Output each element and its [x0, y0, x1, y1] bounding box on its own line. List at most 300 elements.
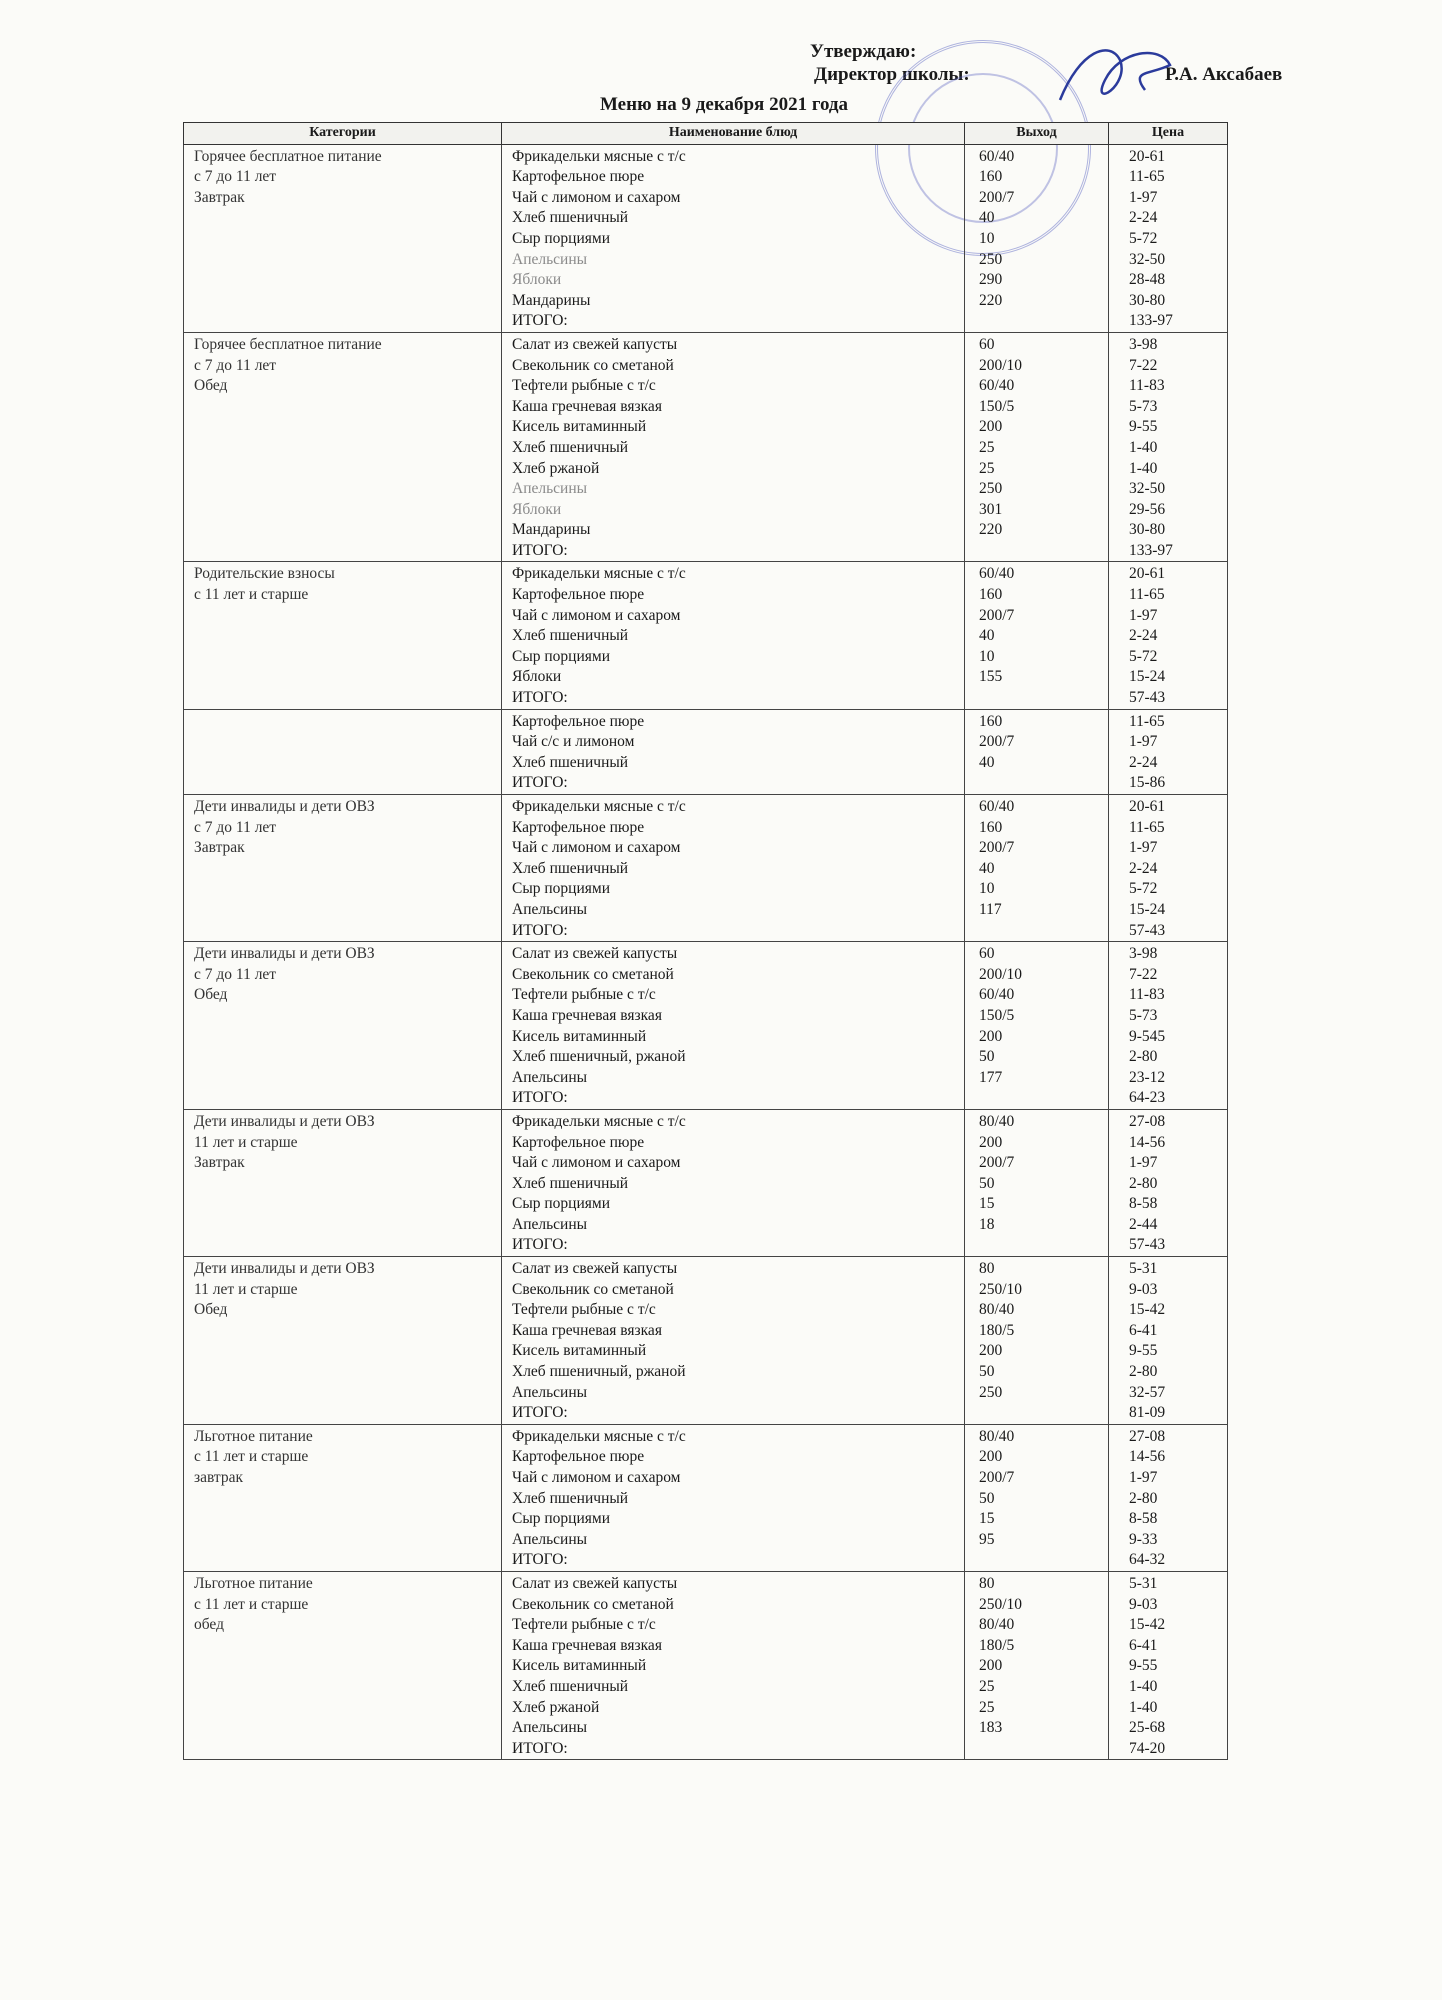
dish-price: 15-24	[1129, 668, 1166, 686]
category-line: с 11 лет и старше	[194, 1595, 309, 1613]
category-cell	[184, 562, 502, 709]
dish-name: Тефтели рыбные с т/с	[512, 377, 656, 395]
dish-name: ИТОГО:	[512, 1739, 568, 1757]
dish-name: Апельсины	[512, 480, 588, 498]
category-line: с 11 лет и старше	[194, 586, 309, 604]
menu-group-row	[184, 562, 1228, 709]
price-cell	[1109, 795, 1228, 942]
dish-name: Яблоки	[512, 668, 562, 686]
category-cell	[184, 795, 502, 942]
category-line: Горячее бесплатное питание	[194, 335, 382, 353]
dish-name: ИТОГО:	[512, 1089, 568, 1107]
category-cell	[184, 144, 502, 332]
dish-name: Мандарины	[512, 521, 591, 539]
dish-name: Тефтели рыбные с т/с	[512, 1301, 656, 1319]
dish-price: 81-09	[1129, 1404, 1166, 1422]
category-line: Обед	[194, 377, 228, 395]
dish-name: Свекольник со сметаной	[512, 965, 674, 983]
dish-price: 11-65	[1129, 168, 1165, 186]
dish-name: Салат из свежей капусты	[512, 1260, 678, 1278]
dish-yield: 40	[979, 753, 995, 771]
dish-name: Каша гречневая вязкая	[512, 1006, 662, 1024]
dish-name: Хлеб пшеничный	[512, 1174, 629, 1192]
dish-price: 29-56	[1129, 500, 1166, 518]
dish-yield: 200/10	[979, 965, 1023, 983]
yield-cell	[965, 332, 1109, 562]
dish-yield: 50	[979, 1174, 995, 1192]
dish-price: 7-22	[1129, 356, 1158, 374]
approval-line: Утверждаю:	[810, 41, 917, 62]
dish-yield: 80/40	[979, 1112, 1015, 1130]
dish-price: 9-33	[1129, 1530, 1158, 1548]
price-cell	[1109, 709, 1228, 794]
price-cell	[1109, 1257, 1228, 1425]
category-line: с 7 до 11 лет	[194, 356, 277, 374]
dish-name: Апельсины	[512, 1719, 588, 1737]
dish-name: Сыр порциями	[512, 1195, 610, 1213]
dish-price: 27-08	[1129, 1427, 1166, 1445]
dish-price: 11-65	[1129, 712, 1165, 730]
dish-price: 2-44	[1129, 1215, 1158, 1233]
menu-table	[183, 122, 1228, 1760]
dish-name: Кисель витаминный	[512, 1027, 647, 1045]
dish-name: ИТОГО:	[512, 921, 568, 939]
dish-name: Картофельное пюре	[512, 1448, 645, 1466]
dish-yield: 10	[979, 880, 995, 898]
dishes-cell	[502, 709, 965, 794]
category-line: Обед	[194, 1301, 228, 1319]
dish-name: Хлеб пшеничный	[512, 1677, 629, 1695]
dish-yield: 50	[979, 1048, 995, 1066]
dish-name: Апельсины	[512, 1068, 588, 1086]
dish-price: 3-98	[1129, 945, 1158, 963]
dish-price: 20-61	[1129, 147, 1166, 165]
category-line: завтрак	[194, 1469, 244, 1486]
dish-yield: 250/10	[979, 1595, 1023, 1613]
dish-price: 20-61	[1129, 565, 1166, 583]
yield-cell	[965, 1424, 1109, 1571]
yield-cell	[965, 1109, 1109, 1256]
dish-yield: 10	[979, 647, 995, 665]
dish-price: 7-22	[1129, 965, 1158, 983]
dish-yield: 200/7	[979, 839, 1015, 857]
dishes-cell	[502, 1571, 965, 1759]
category-line: Льготное питание	[194, 1427, 313, 1445]
category-line: Завтрак	[194, 839, 245, 857]
dish-yield: 150/5	[979, 397, 1015, 415]
category-line: с 7 до 11 лет	[194, 965, 277, 983]
dish-name: Чай с лимоном и сахаром	[512, 188, 681, 206]
dish-price: 5-72	[1129, 647, 1158, 665]
dish-price: 133-97	[1129, 312, 1173, 330]
dish-yield: 200	[979, 1448, 1003, 1466]
dish-price: 57-43	[1129, 689, 1166, 707]
dish-price: 8-58	[1129, 1510, 1158, 1528]
dish-name: Сыр порциями	[512, 229, 610, 247]
dish-price: 74-20	[1129, 1739, 1166, 1757]
header-price: Цена	[1109, 123, 1228, 145]
dish-yield: 160	[979, 168, 1003, 186]
dish-price: 32-50	[1129, 250, 1166, 268]
dish-name: ИТОГО:	[512, 689, 568, 707]
dishes-cell	[502, 942, 965, 1110]
price-cell	[1109, 1571, 1228, 1759]
dish-yield: 40	[979, 627, 995, 645]
category-cell	[184, 709, 502, 794]
dish-name: Апельсины	[512, 1383, 588, 1401]
price-cell	[1109, 144, 1228, 332]
dish-name: Кисель витаминный	[512, 418, 647, 436]
category-line: Дети инвалиды и дети ОВЗ	[194, 1260, 375, 1278]
dish-price: 6-41	[1129, 1321, 1158, 1339]
dish-price: 1-97	[1129, 839, 1158, 857]
dish-yield: 200/7	[979, 606, 1015, 624]
dish-yield: 80/40	[979, 1616, 1015, 1634]
dish-name: Яблоки	[512, 500, 562, 518]
price-cell	[1109, 562, 1228, 709]
dish-name: ИТОГО:	[512, 774, 568, 792]
dish-name: Свекольник со сметаной	[512, 1280, 674, 1298]
dish-name: Яблоки	[512, 271, 562, 289]
dish-price: 1-40	[1129, 438, 1158, 456]
dish-price: 2-80	[1129, 1174, 1158, 1192]
price-cell	[1109, 1424, 1228, 1571]
yield-cell	[965, 144, 1109, 332]
dish-yield: 50	[979, 1489, 995, 1507]
dish-price: 2-24	[1129, 753, 1158, 771]
category-line: Дети инвалиды и дети ОВЗ	[194, 1112, 375, 1130]
yield-cell	[965, 1571, 1109, 1759]
dish-yield: 301	[979, 500, 1003, 518]
menu-group-row	[184, 795, 1228, 942]
dish-name: Чай с лимоном и сахаром	[512, 1469, 681, 1486]
dish-name: ИТОГО:	[512, 1404, 568, 1422]
dish-name: Фрикадельки мясные с т/с	[512, 565, 686, 583]
dish-price: 64-23	[1129, 1089, 1166, 1107]
yield-cell	[965, 1257, 1109, 1425]
dish-price: 9-03	[1129, 1280, 1158, 1298]
dish-name: Салат из свежей капусты	[512, 335, 678, 353]
dish-yield: 200/7	[979, 1469, 1015, 1486]
category-line: 11 лет и старше	[194, 1133, 298, 1151]
yield-cell	[965, 562, 1109, 709]
dish-name: Картофельное пюре	[512, 168, 645, 186]
dish-price: 8-58	[1129, 1195, 1158, 1213]
dish-price: 32-50	[1129, 480, 1166, 498]
dish-name: Тефтели рыбные с т/с	[512, 986, 656, 1004]
dish-price: 5-73	[1129, 1006, 1158, 1024]
dish-price: 2-80	[1129, 1489, 1158, 1507]
dish-yield: 250	[979, 1383, 1003, 1401]
dish-yield: 95	[979, 1530, 995, 1548]
dish-name: Хлеб пшеничный	[512, 859, 629, 877]
category-line: с 7 до 11 лет	[194, 168, 277, 186]
director-signature	[1050, 30, 1180, 120]
dish-price: 1-40	[1129, 1698, 1158, 1716]
dish-name: Хлеб пшеничный	[512, 209, 629, 227]
dish-name: ИТОГО:	[512, 541, 568, 559]
dish-yield: 200	[979, 1133, 1003, 1151]
dish-price: 11-65	[1129, 586, 1165, 604]
dish-name: Хлеб пшеничный, ржаной	[512, 1048, 686, 1066]
dish-yield: 200	[979, 1027, 1003, 1045]
header-yield: Выход	[965, 123, 1109, 145]
yield-cell	[965, 795, 1109, 942]
dish-yield: 160	[979, 712, 1003, 730]
dish-price: 15-86	[1129, 774, 1166, 792]
dish-price: 5-31	[1129, 1260, 1158, 1278]
dish-yield: 155	[979, 668, 1003, 686]
dish-price: 1-40	[1129, 1677, 1158, 1695]
dish-price: 9-55	[1129, 1657, 1158, 1675]
dish-yield: 200/7	[979, 1154, 1015, 1172]
dish-yield: 183	[979, 1719, 1003, 1737]
menu-group-row	[184, 332, 1228, 562]
dish-name: Салат из свежей капусты	[512, 945, 678, 963]
dish-name: Чай с лимоном и сахаром	[512, 1154, 681, 1172]
category-cell	[184, 1257, 502, 1425]
dish-price: 25-68	[1129, 1719, 1166, 1737]
dish-price: 32-57	[1129, 1383, 1166, 1401]
dish-yield: 250/10	[979, 1280, 1023, 1298]
dish-yield: 220	[979, 291, 1003, 309]
dish-name: Свекольник со сметаной	[512, 1595, 674, 1613]
dish-name: Хлеб ржаной	[512, 459, 600, 477]
dish-name: Каша гречневая вязкая	[512, 1321, 662, 1339]
dish-name: Апельсины	[512, 900, 588, 918]
dish-price: 5-72	[1129, 229, 1158, 247]
dish-price: 1-97	[1129, 606, 1158, 624]
menu-title: Меню на 9 декабря 2021 года	[600, 94, 849, 115]
dish-name: Фрикадельки мясные с т/с	[512, 1427, 686, 1445]
dish-name: Чай с/с и лимоном	[512, 733, 635, 751]
dishes-cell	[502, 795, 965, 942]
dish-yield: 250	[979, 250, 1003, 268]
dish-price: 5-73	[1129, 397, 1158, 415]
dish-price: 11-65	[1129, 818, 1165, 836]
dish-yield: 290	[979, 271, 1003, 289]
dish-price: 2-80	[1129, 1363, 1158, 1381]
dish-name: Апельсины	[512, 250, 588, 268]
dish-name: Хлеб пшеничный	[512, 753, 629, 771]
dish-price: 20-61	[1129, 798, 1166, 815]
dish-price: 30-80	[1129, 521, 1166, 539]
dish-price: 6-41	[1129, 1636, 1158, 1654]
dish-name: Каша гречневая вязкая	[512, 1636, 662, 1654]
header-row	[184, 123, 1228, 145]
dish-yield: 160	[979, 818, 1003, 836]
dish-yield: 60	[979, 945, 995, 963]
dish-price: 1-97	[1129, 733, 1158, 751]
dish-price: 2-24	[1129, 209, 1158, 227]
dish-yield: 10	[979, 229, 995, 247]
yield-cell	[965, 942, 1109, 1110]
dish-price: 15-24	[1129, 900, 1166, 918]
dish-yield: 250	[979, 480, 1003, 498]
dishes-cell	[502, 1257, 965, 1425]
menu-group-row	[184, 1571, 1228, 1759]
dish-name: Чай с лимоном и сахаром	[512, 839, 681, 857]
dish-yield: 200	[979, 1342, 1003, 1360]
dishes-cell	[502, 332, 965, 562]
dish-price: 133-97	[1129, 541, 1173, 559]
price-cell	[1109, 942, 1228, 1110]
dish-price: 9-03	[1129, 1595, 1158, 1613]
menu-group-row	[184, 1424, 1228, 1571]
dish-yield: 200	[979, 418, 1003, 436]
dish-yield: 60/40	[979, 565, 1015, 583]
category-line: Льготное питание	[194, 1574, 313, 1592]
category-line: с 7 до 11 лет	[194, 818, 277, 836]
dish-name: Каша гречневая вязкая	[512, 397, 662, 415]
dish-name: Фрикадельки мясные с т/с	[512, 798, 686, 815]
menu-group-row	[184, 1109, 1228, 1256]
dish-yield: 200/7	[979, 733, 1015, 751]
yield-cell	[965, 709, 1109, 794]
dish-name: Кисель витаминный	[512, 1342, 647, 1360]
header-categories: Категории	[184, 123, 502, 145]
dish-name: Сыр порциями	[512, 1510, 610, 1528]
dish-price: 11-83	[1129, 986, 1165, 1004]
dish-name: Хлеб пшеничный	[512, 438, 629, 456]
header-dishes: Наименование блюд	[502, 123, 965, 145]
dish-yield: 60/40	[979, 377, 1015, 395]
dishes-cell	[502, 144, 965, 332]
dishes-cell	[502, 562, 965, 709]
dishes-cell	[502, 1109, 965, 1256]
dish-yield: 180/5	[979, 1636, 1015, 1654]
dish-name: Салат из свежей капусты	[512, 1574, 678, 1592]
dish-name: Картофельное пюре	[512, 586, 645, 604]
dish-name: Сыр порциями	[512, 880, 610, 898]
dish-yield: 60/40	[979, 147, 1015, 165]
dish-yield: 80	[979, 1574, 995, 1592]
menu-body	[184, 144, 1228, 1760]
dish-yield: 18	[979, 1215, 995, 1233]
dish-yield: 200/10	[979, 356, 1023, 374]
dish-name: Фрикадельки мясные с т/с	[512, 1112, 686, 1130]
dish-name: Хлеб пшеничный	[512, 1489, 629, 1507]
dish-name: Картофельное пюре	[512, 1133, 645, 1151]
dish-price: 30-80	[1129, 291, 1166, 309]
dish-name: Хлеб пшеничный	[512, 627, 629, 645]
category-cell	[184, 1424, 502, 1571]
dish-name: Свекольник со сметаной	[512, 356, 674, 374]
category-line: 11 лет и старше	[194, 1280, 298, 1298]
dish-yield: 15	[979, 1195, 995, 1213]
dish-price: 5-31	[1129, 1574, 1158, 1592]
dish-price: 15-42	[1129, 1301, 1166, 1319]
category-cell	[184, 332, 502, 562]
dish-name: ИТОГО:	[512, 312, 568, 330]
dish-price: 5-72	[1129, 880, 1158, 898]
director-label: Директор школы:	[814, 64, 970, 85]
category-line: Завтрак	[194, 1154, 245, 1172]
dish-yield: 50	[979, 1363, 995, 1381]
category-line: Обед	[194, 986, 228, 1004]
dish-yield: 220	[979, 521, 1003, 539]
dish-price: 1-97	[1129, 1154, 1158, 1172]
category-cell	[184, 1109, 502, 1256]
category-cell	[184, 1571, 502, 1759]
dish-name: Тефтели рыбные с т/с	[512, 1616, 656, 1634]
dish-price: 9-545	[1129, 1027, 1166, 1045]
dish-name: Мандарины	[512, 291, 591, 309]
dish-yield: 60/40	[979, 798, 1015, 815]
dish-price: 64-32	[1129, 1551, 1166, 1569]
dish-yield: 80/40	[979, 1301, 1015, 1319]
dish-name: ИТОГО:	[512, 1236, 568, 1254]
dish-yield: 180/5	[979, 1321, 1015, 1339]
dish-price: 11-83	[1129, 377, 1165, 395]
dish-yield: 80	[979, 1260, 995, 1278]
dish-price: 57-43	[1129, 1236, 1166, 1254]
price-cell	[1109, 1109, 1228, 1256]
dish-price: 2-24	[1129, 627, 1158, 645]
category-line: Дети инвалиды и дети ОВЗ	[194, 945, 375, 963]
dish-yield: 160	[979, 586, 1003, 604]
dish-name: Фрикадельки мясные с т/с	[512, 147, 686, 165]
dish-name: Хлеб ржаной	[512, 1698, 600, 1716]
dish-name: Сыр порциями	[512, 647, 610, 665]
dish-price: 14-56	[1129, 1133, 1166, 1151]
dish-yield: 80/40	[979, 1427, 1015, 1445]
dish-price: 3-98	[1129, 335, 1158, 353]
menu-group-row	[184, 144, 1228, 332]
dish-yield: 15	[979, 1510, 995, 1528]
dish-price: 15-42	[1129, 1616, 1166, 1634]
dish-price: 28-48	[1129, 271, 1166, 289]
dish-name: Кисель витаминный	[512, 1657, 647, 1675]
price-cell	[1109, 332, 1228, 562]
dish-price: 1-40	[1129, 459, 1158, 477]
dish-yield: 200	[979, 1657, 1003, 1675]
dish-price: 9-55	[1129, 418, 1158, 436]
dish-name: Картофельное пюре	[512, 818, 645, 836]
dish-yield: 40	[979, 859, 995, 877]
dish-price: 14-56	[1129, 1448, 1166, 1466]
dish-yield: 25	[979, 1677, 995, 1695]
dish-name: Чай с лимоном и сахаром	[512, 606, 681, 624]
dish-price: 2-24	[1129, 859, 1158, 877]
dish-yield: 40	[979, 209, 995, 227]
dish-yield: 60/40	[979, 986, 1015, 1004]
dish-yield: 117	[979, 900, 1002, 918]
category-line: с 11 лет и старше	[194, 1448, 309, 1466]
dish-yield: 177	[979, 1068, 1003, 1086]
category-cell	[184, 942, 502, 1110]
dish-yield: 25	[979, 459, 995, 477]
category-line: Завтрак	[194, 188, 245, 206]
dish-price: 57-43	[1129, 921, 1166, 939]
dish-yield: 150/5	[979, 1006, 1015, 1024]
dish-name: Апельсины	[512, 1215, 588, 1233]
menu-group-row	[184, 1257, 1228, 1425]
dish-yield: 200/7	[979, 188, 1015, 206]
menu-group-row	[184, 942, 1228, 1110]
category-line: Родительские взносы	[194, 565, 335, 583]
category-line: Горячее бесплатное питание	[194, 147, 382, 165]
dish-name: Хлеб пшеничный, ржаной	[512, 1363, 686, 1381]
director-name: Р.А. Аксабаев	[1165, 64, 1283, 85]
dish-yield: 60	[979, 335, 995, 353]
dish-name: Апельсины	[512, 1530, 588, 1548]
dish-price: 1-97	[1129, 1469, 1158, 1486]
menu-group-row	[184, 709, 1228, 794]
dish-price: 27-08	[1129, 1112, 1166, 1130]
category-line: Дети инвалиды и дети ОВЗ	[194, 798, 375, 815]
dish-price: 1-97	[1129, 188, 1158, 206]
